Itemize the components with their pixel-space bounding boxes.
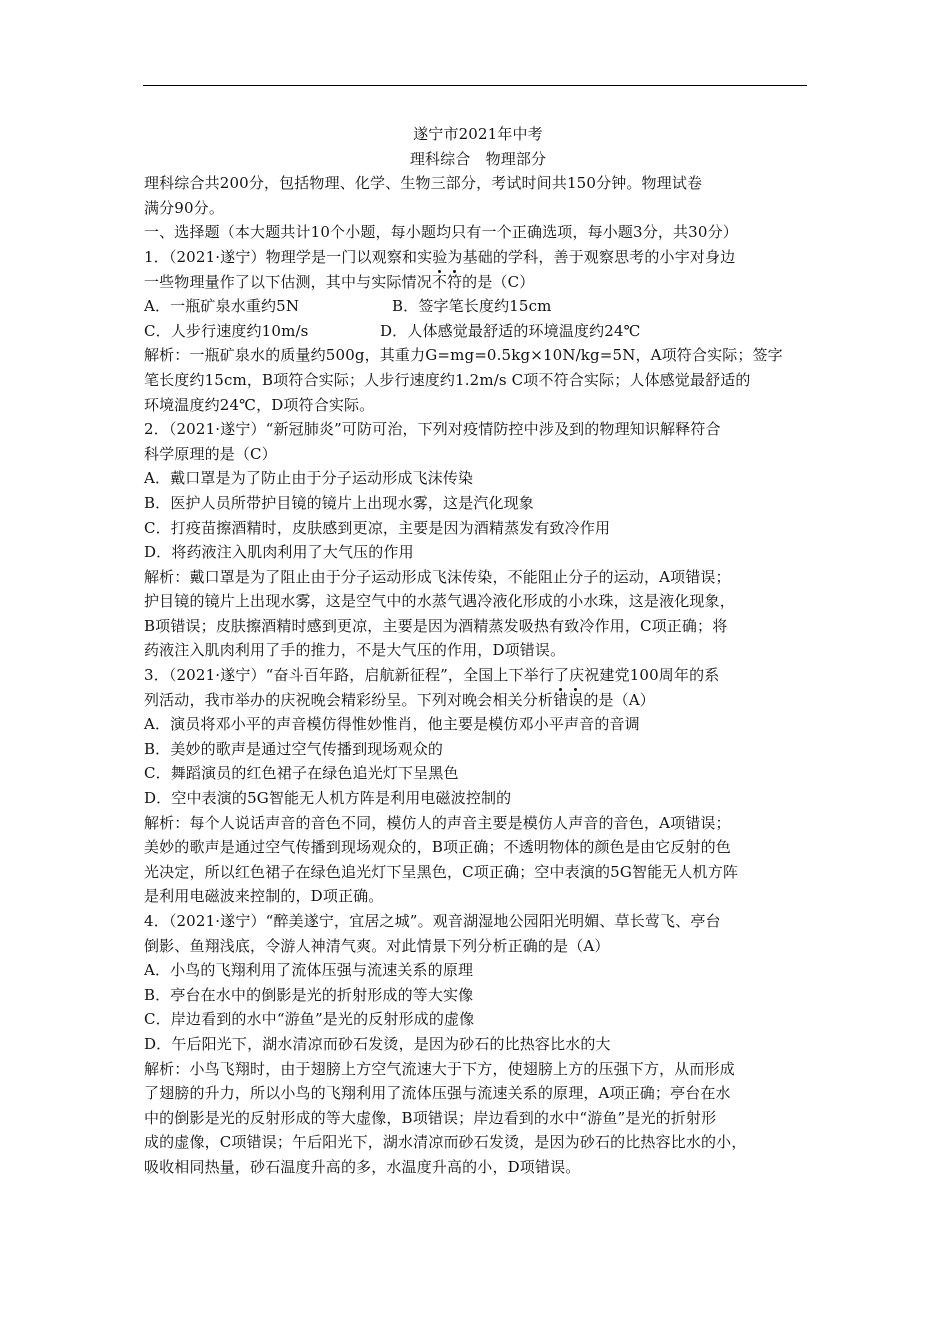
question-1-options-row <box>144 319 812 344</box>
question-3-analysis: 是利用电磁波来控制的，D项正确。 <box>144 887 384 906</box>
option-b: B．签字笔长度约15cm <box>392 297 552 316</box>
question-2-analysis: 护目镜的镜片上出现水雾，这是空气中的水蒸气遇冷液化形成的小水珠，这是液化现象， <box>144 592 735 611</box>
question-3-analysis: 光决定，所以红色裙子在绿色追光灯下呈黑色，C项正确；空中表演的5G智能无人机方阵 <box>144 862 739 881</box>
question-1-analysis: 解析：一瓶矿泉水的质量约500g，其重力G=mg=0.5kg×10N/kg=5N，A项符合实际；签字 <box>144 346 783 365</box>
question-3-option: B．美妙的歌声是通过空气传播到现场观众的 <box>144 739 444 758</box>
question-4-stem: 4．（2021·遂宁）“醉美遂宁，宜居之城”。观音湖湿地公园阳光明媚、草长莺飞、亭台 <box>144 912 721 930</box>
question-2-analysis: 解析：戴口罩是为了阻止由于分子运动形成飞沫传染，不能阻止分子的运动，A项错误； <box>144 567 731 586</box>
question-2-option: B．医护人员所带护目镜的镜片上出现水雾，这是汽化现象 <box>144 493 534 512</box>
page-subtitle: 理科综合 物理部分 <box>409 149 547 168</box>
question-2-analysis: 药液注入肌肉利用了手的推力，不是大气压的作用，D项错误。 <box>144 641 566 660</box>
section-heading: 一、选择题（本大题共计10个小题，每小题均只有一个正确选项，每小题3分，共30分） <box>144 223 738 242</box>
question-2-analysis: B项错误；皮肤擦酒精时感到更凉，主要是因为酒精蒸发吸热有致冷作用，C项正确；将 <box>144 616 728 635</box>
question-3-stem: 3．（2021·遂宁）“奋斗百年路，启航新征程”，全国上下举行了庆祝建党100周年的系 <box>144 666 720 685</box>
question-4-analysis: 成的虚像，C项错误；午后阳光下，湖水清凉而砂石发烫，是因为砂石的比热容比水的小， <box>144 1133 747 1152</box>
question-4-option: D．午后阳光下，湖水清凉而砂石发烫，是因为砂石的比热容比水的大 <box>144 1034 611 1053</box>
question-3-option: C．舞蹈演员的红色裙子在绿色追光灯下呈黑色 <box>144 764 459 783</box>
question-4-analysis: 了翅膀的升力，所以小鸟的飞翔利用了流体压强与流速关系的原理，A项正确；亭台在水 <box>144 1084 731 1103</box>
question-4-option: C．岸边看到的水中“游鱼”是光的反射形成的虚像 <box>144 1010 475 1029</box>
question-1-stem: 1．（2021·遂宁）物理学是一门以观察和实验为基础的学科，善于观察思考的小宇对身边 <box>144 247 736 266</box>
question-4-analysis: 吸收相同热量，砂石温度升高的多，水温度升高的小，D项错误。 <box>144 1157 581 1176</box>
intro-line: 满分90分。 <box>144 198 224 217</box>
question-4-analysis: 中的倒影是光的反射形成的等大虚像，B项错误；岸边看到的水中“游鱼”是光的折射形 <box>144 1108 717 1127</box>
question-3-stem <box>144 688 812 713</box>
question-4-option: B．亭台在水中的倒影是光的折射形成的等大实像 <box>144 985 474 1004</box>
emphasis-dot-char: 符 <box>447 272 463 291</box>
question-4-option: A．小鸟的飞翔利用了流体压强与流速关系的原理 <box>144 961 474 980</box>
question-1-options-row <box>144 294 812 319</box>
stem-text: 列活动，我市举办的庆祝晚会精彩纷呈。下列对晚会相关分析 <box>144 690 554 709</box>
question-3-option: A．演员将邓小平的声音模仿得惟妙惟肖，他主要是模仿邓小平声音的音调 <box>144 715 640 734</box>
question-2-stem: 科学原理的是（C） <box>144 444 277 463</box>
emphasis-dot-char: 不 <box>431 272 448 291</box>
question-1-stem <box>144 270 812 295</box>
intro-line: 理科综合共200分，包括物理、化学、生物三部分，考试时间共150分钟。物理试卷 <box>144 174 703 193</box>
question-3-option: D．空中表演的5G智能无人机方阵是利用电磁波控制的 <box>144 789 512 808</box>
question-3-analysis: 解析：每个人说话声音的音色不同，模仿人的声音主要是模仿人声音的音色，A项错误； <box>144 813 731 832</box>
emphasis-dot-char: 误 <box>568 690 584 709</box>
question-1-analysis: 笔长度约15cm，B项符合实际；人步行速度约1.2m/s C项不符合实际；人体感觉最舒适的 <box>144 370 751 389</box>
question-4-stem: 倒影、鱼翔浅底，令游人神清气爽。对此情景下列分析正确的是（A） <box>144 936 610 955</box>
question-2-option: D．将药液注入肌肉利用了大气压的作用 <box>144 543 414 562</box>
option-c: C．人步行速度约10m/s <box>144 321 309 340</box>
page-title: 遂宁市2021年中考 <box>413 125 543 143</box>
question-2-stem: 2．（2021·遂宁）“新冠肺炎”可防可治，下列对疫情防控中涉及到的物理知识解释符合 <box>144 420 721 439</box>
question-3-analysis: 美妙的歌声是通过空气传播到现场观众的，B项正确；不透明物体的颜色是由它反射的色 <box>144 838 731 857</box>
stem-text: 的是（C） <box>462 272 535 291</box>
stem-text: 一些物理量作了以下估测，其中与实际情况 <box>144 272 432 291</box>
question-2-option: C．打疫苗擦酒精时，皮肤感到更凉，主要是因为酒精蒸发有致冷作用 <box>144 518 611 537</box>
document-body <box>144 122 812 1180</box>
question-4-analysis: 解析：小鸟飞翔时，由于翅膀上方空气流速大于下方，使翅膀上方的压强下方，从而形成 <box>144 1059 735 1078</box>
option-a: A．一瓶矿泉水重约5N <box>144 297 300 316</box>
emphasis-dot-char: 错 <box>553 690 569 709</box>
question-2-option: A．戴口罩是为了防止由于分子运动形成飞沫传染 <box>144 469 474 488</box>
question-1-analysis: 环境温度约24℃，D项符合实际。 <box>144 395 375 414</box>
option-d: D．人体感觉最舒适的环境温度约24℃ <box>380 321 641 340</box>
stem-text: 的是（A） <box>583 690 655 709</box>
header-rule <box>143 85 807 86</box>
